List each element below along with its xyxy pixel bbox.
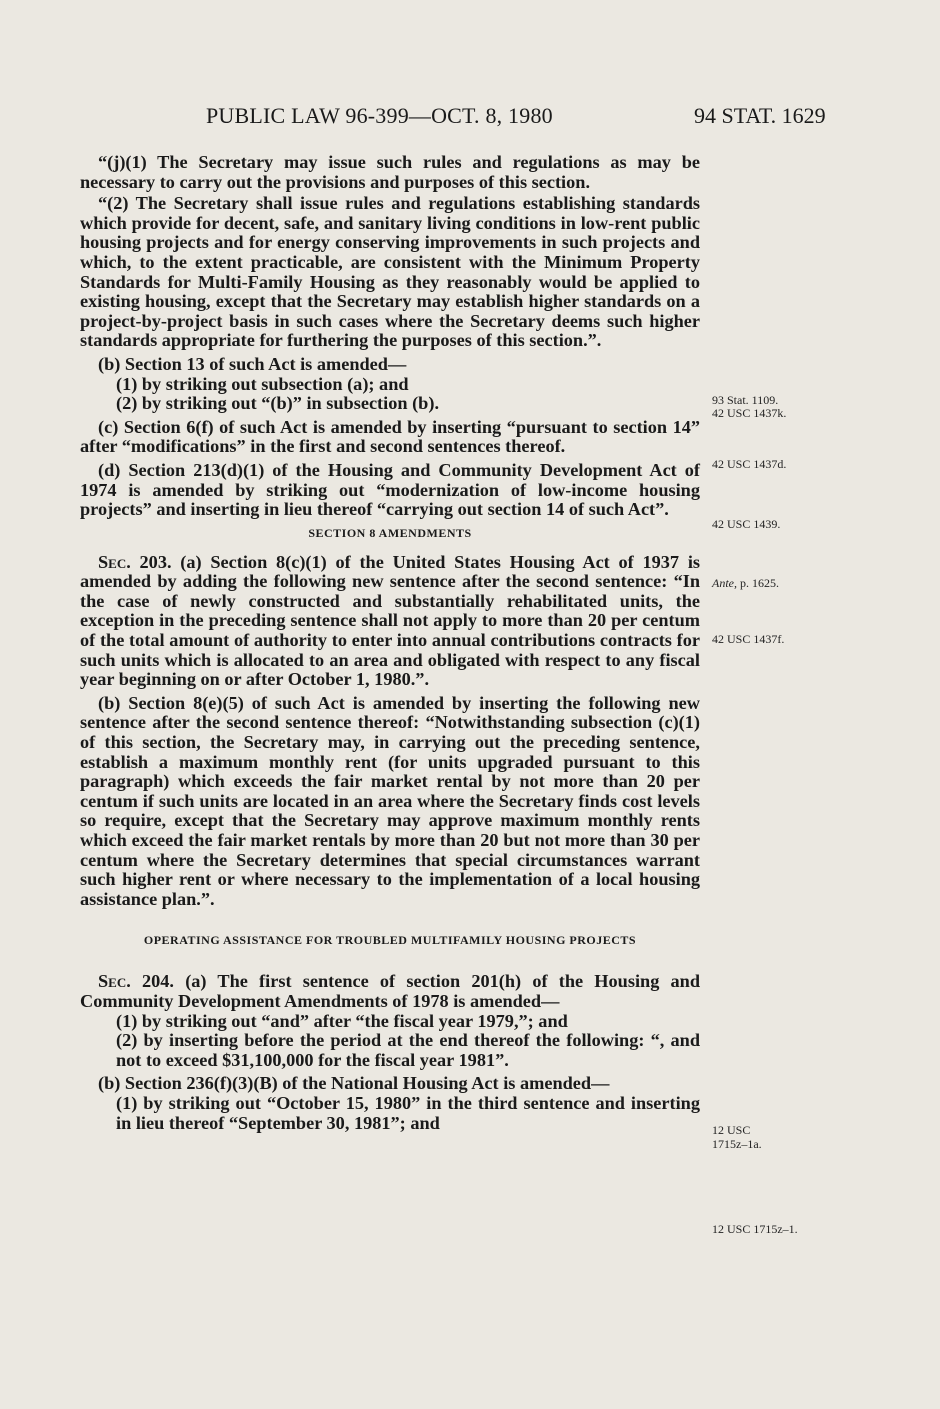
section-label: Sec. 203. <box>98 551 172 572</box>
paragraph-sec204 <box>80 972 700 1011</box>
margin-note-usc-1437f: 42 USC 1437f. <box>712 632 785 646</box>
clause-204-1: (1) by striking out “and” after “the fiscal year 1979,”; and <box>116 1010 568 1031</box>
paragraph-j1: “(j)(1) The Secretary may issue such rules and regulations as may be necessary to carry out the provisions and purposes of this section. <box>80 152 700 192</box>
paragraph-c: (c) Section 6(f) of such Act is amended by inserting “pursuant to section 14” after “modifications” in the first and second sentences thereof. <box>80 416 700 457</box>
margin-note-usc-1439: 42 USC 1439. <box>712 517 781 531</box>
section-text: (a) The first sentence of section 201(h) of the Housing and Community Development Amendments of 1978 is amended— <box>80 971 701 1011</box>
running-header-title: PUBLIC LAW 96-399—OCT. 8, 1980 <box>206 103 553 128</box>
running-header-page: 94 STAT. 1629 <box>694 103 826 128</box>
section-text: (a) Section 8(c)(1) of the United States Housing Act of 1937 is amended by adding the following new sentence after the second sentence: “In the case of newly constructed and substantially rehabilitated units, the exception in the preceding sentence shall not apply to more than 20 per centum of the total amount of authority to enter into annual contributions contracts for such units which is allocated to an area and obligated with respect to any fiscal year beginning on or after October 1, 1980.”. <box>80 551 701 690</box>
ante-italic: Ante, <box>712 576 737 590</box>
clause-b2: (2) by striking out “(b)” in subsection (b). <box>116 393 440 414</box>
clause-204-2: (2) by inserting before the period at the end thereof the following: “, and not to exceed $31,100,000 for the fiscal year 1981”. <box>116 1030 700 1070</box>
paragraph-8e5: (b) Section 8(e)(5) of such Act is amended by inserting the following new sentence after the second sentence thereof: “Notwithstanding subsection (c)(1) of this section, the Secretary may, in carrying out the preceding sentence, establish a maximum monthly rent (for units upgraded pursuant to this paragraph) which exceeds the fair market rental by not more than 20 per centum if such units are located in an area where the Secretary finds cost levels so require, except that the Secretary may approve maximum monthly rents which exceed the fair market rentals by more than 20 but not more than 30 per centum where the Secretary determines that special circumstances warrant such higher rent or where necessary to the implementation of a local housing assistance plan.”. <box>80 692 700 909</box>
paragraph-2: “(2) The Secretary shall issue rules and regulations establishing standards which provide for decent, safe, and sanitary living conditions in low-rent public housing projects and for energy conserving improvements in such projects and which, to the extent practicable, are consistent with the Minimum Property Standards for Multi-Family Housing as they reasonably would be applied to existing housing, except that the Secretary may establish higher standards on a project-by-project basis in such cases where the Secretary deems such higher standards appropriate for furthering the purposes of this section.”. <box>80 193 700 351</box>
margin-note-usc-1437d: 42 USC 1437d. <box>712 457 787 471</box>
paragraph-sec203 <box>80 553 700 690</box>
paragraph-236: (b) Section 236(f)(3)(B) of the National Housing Act is amended— <box>98 1073 610 1094</box>
margin-note-ante <box>712 576 779 590</box>
body-text <box>80 153 700 1133</box>
section-label: Sec. 204. <box>98 971 174 992</box>
section-heading-8: SECTION 8 AMENDMENTS <box>308 525 472 540</box>
paragraph-d: (d) Section 213(d)(1) of the Housing and Community Development Act of 1974 is amended by striking out “modernization of low-income housing projects” and inserting in lieu thereof “carrying out section 14 of such Act”. <box>80 459 700 520</box>
margin-note-usc-1437k: 42 USC 1437k. <box>712 406 787 420</box>
margin-note-usc-1715z1: 12 USC 1715z–1. <box>712 1222 798 1236</box>
paragraph-b: (b) Section 13 of such Act is amended— <box>98 353 407 374</box>
ante-page: p. 1625. <box>737 576 779 590</box>
margin-note-usc-1715z1a-a: 12 USC <box>712 1123 751 1137</box>
section-heading-operating: OPERATING ASSISTANCE FOR TROUBLED MULTIFAMILY HOUSING PROJECTS <box>143 933 637 948</box>
margin-note-usc-1715z1a-b: 1715z–1a. <box>712 1137 762 1151</box>
clause-b1: (1) by striking out subsection (a); and <box>116 373 409 394</box>
clause-236-1: (1) by striking out “October 15, 1980” in the third sentence and inserting in lieu thereof “September 30, 1981”; and <box>116 1092 700 1133</box>
margin-note-stat: 93 Stat. 1109. <box>712 393 779 407</box>
